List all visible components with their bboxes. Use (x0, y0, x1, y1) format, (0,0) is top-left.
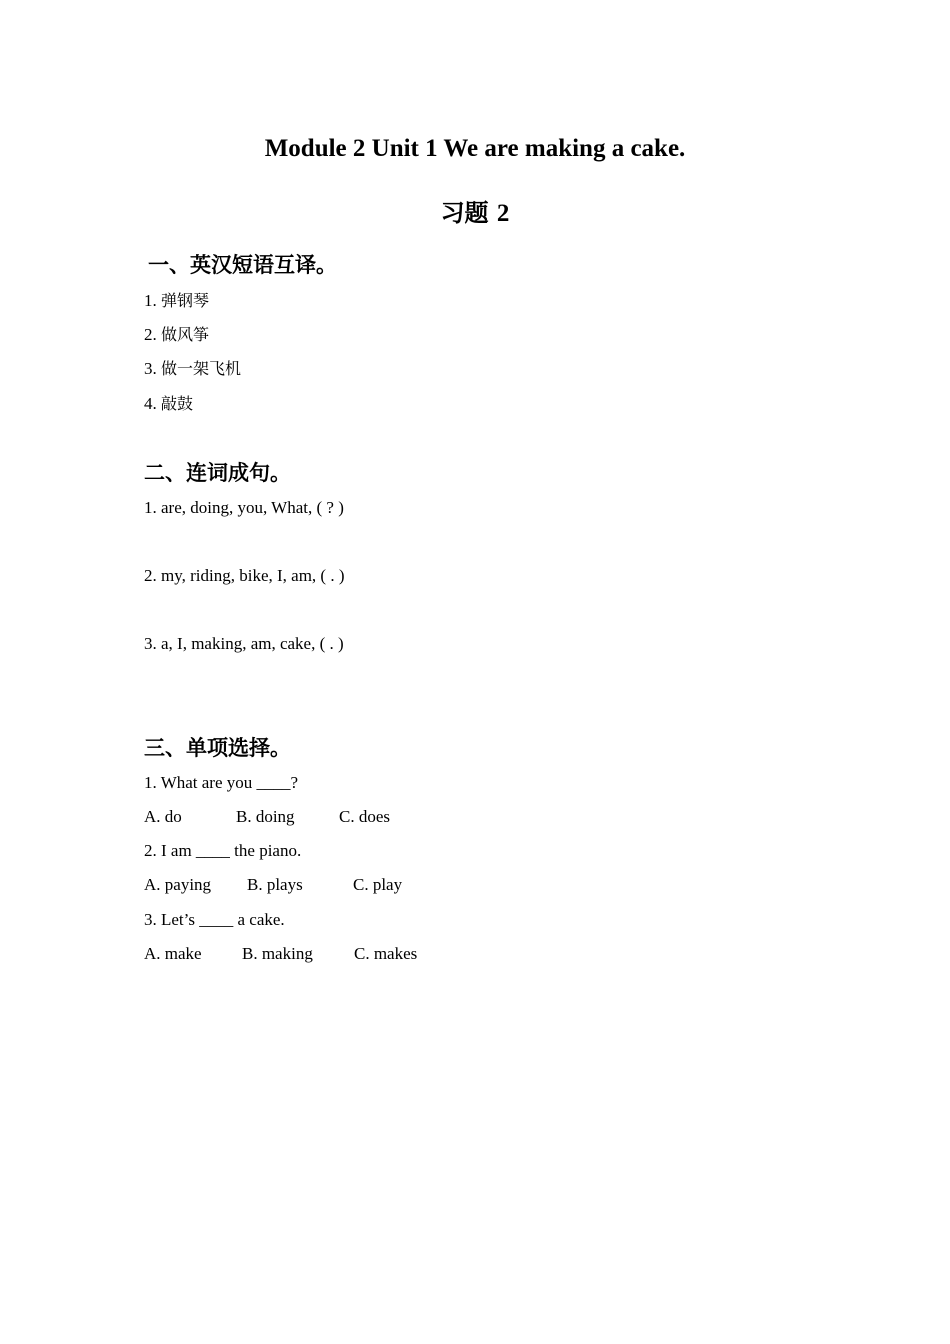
option-c: C. does (339, 807, 390, 826)
option-a: A. make (144, 944, 202, 963)
option-c: C. play (353, 875, 403, 894)
item-text: 做风筝 (161, 325, 210, 344)
list-item: 2. my, riding, bike, I, am, ( . ) (144, 566, 345, 585)
section-heading-translation: 一、英汉短语互译。 (148, 253, 337, 277)
list-item: 3. a, I, making, am, cake, ( . ) (144, 634, 344, 653)
list-item (144, 290, 209, 312)
section-heading-multiple-choice: 三、单项选择。 (144, 736, 291, 760)
option-b: B. making (242, 944, 313, 963)
item-text: 敲鼓 (161, 394, 194, 413)
list-item (144, 324, 209, 346)
document-title: Module 2 Unit 1 We are making a cake. (264, 135, 686, 162)
option-c: C. makes (354, 944, 418, 963)
list-item (144, 393, 193, 415)
section-heading-sentence-order: 二、连词成句。 (144, 461, 291, 485)
item-number: 3. (144, 359, 157, 378)
question-stem: 1. What are you ____? (144, 773, 299, 792)
option-b: B. doing (236, 807, 295, 826)
option-b: B. plays (247, 875, 303, 894)
question-stem: 3. Let’s ____ a cake. (144, 910, 285, 929)
item-number: 4. (144, 394, 157, 413)
subtitle-number: 2 (496, 200, 510, 227)
subtitle-text: 习题 (440, 199, 489, 227)
item-number: 2. (144, 325, 157, 344)
item-text: 弹钢琴 (161, 291, 210, 310)
list-item: 1. are, doing, you, What, ( ? ) (144, 498, 344, 517)
option-a: A. do (144, 807, 182, 826)
item-text: 做一架飞机 (161, 359, 242, 378)
list-item (144, 358, 241, 380)
question-stem: 2. I am ____ the piano. (144, 841, 302, 860)
document-subtitle (0, 198, 950, 229)
item-number: 1. (144, 291, 157, 310)
option-a: A. paying (144, 875, 212, 894)
